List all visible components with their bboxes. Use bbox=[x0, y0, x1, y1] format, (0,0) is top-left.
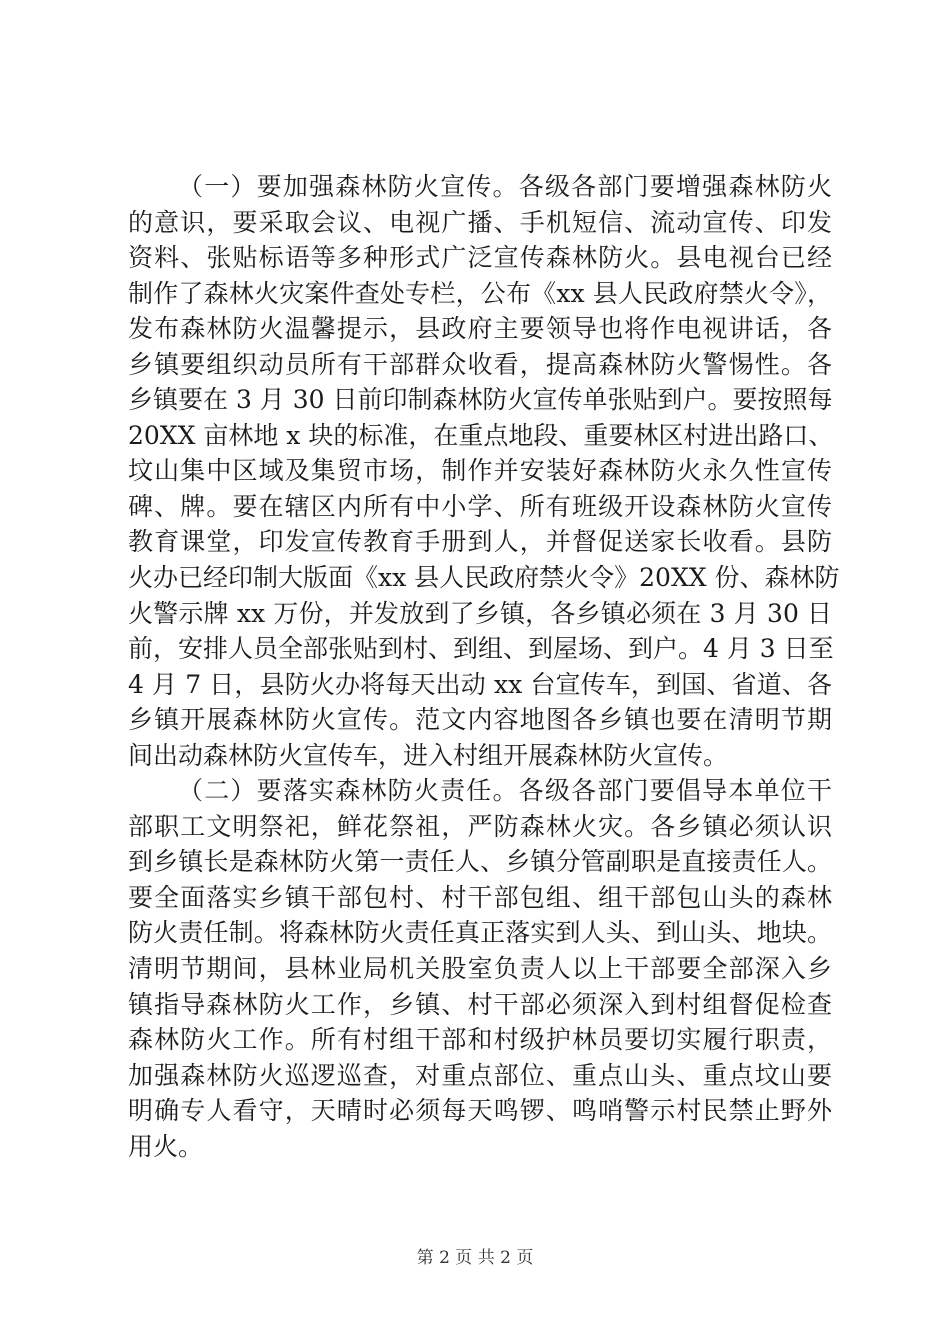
paragraph-line: 制作了森林火灾案件查处专栏，公布《xx 县人民政府禁火令》， bbox=[128, 278, 832, 308]
paragraph-line: 教育课堂，印发宣传教育手册到人，并督促送家长收看。县防 bbox=[128, 527, 832, 557]
paragraph-line: 间出动森林防火宣传车，进入村组开展森林防火宣传。 bbox=[128, 740, 729, 770]
paragraph-line: 要全面落实乡镇干部包村、村干部包组、组干部包山头的森林 bbox=[128, 882, 832, 912]
paragraph-line: （二）要落实森林防火责任。各级各部门要倡导本单位干 bbox=[178, 776, 832, 806]
paragraph-line: 防火责任制。将森林防火责任真正落实到人头、到山头、地块。 bbox=[128, 918, 832, 948]
paragraph-line: 前，安排人员全部张贴到村、到组、到屋场、到户。4 月 3 日至 bbox=[128, 634, 834, 664]
paragraph-line: （一）要加强森林防火宣传。各级各部门要增强森林防火 bbox=[178, 172, 832, 201]
paragraph-line: 到乡镇长是森林防火第一责任人、乡镇分管副职是直接责任人。 bbox=[128, 847, 832, 877]
paragraph-line: 用火。 bbox=[128, 1131, 204, 1161]
paragraph-line: 加强森林防火巡逻巡查，对重点部位、重点山头、重点坟山要 bbox=[128, 1060, 832, 1090]
paragraph-line: 的意识，要采取会议、电视广播、手机短信、流动宣传、印发 bbox=[128, 207, 832, 237]
paragraph-line: 森林防火工作。所有村组干部和村级护林员要切实履行职责， bbox=[128, 1025, 832, 1055]
paragraph-line: 清明节期间，县林业局机关股室负责人以上干部要全部深入乡 bbox=[128, 954, 832, 984]
page-footer: 第 2 页 共 2 页 bbox=[416, 1248, 534, 1268]
paragraph-line: 4 月 7 日，县防火办将每天出动 xx 台宣传车，到国、省道、各 bbox=[128, 669, 832, 699]
paragraph-line: 火办已经印制大版面《xx 县人民政府禁火令》20XX 份、森林防 bbox=[128, 563, 840, 593]
paragraph-line: 乡镇要组织动员所有干部群众收看，提高森林防火警惕性。各 bbox=[128, 349, 832, 379]
paragraph-1 bbox=[128, 169, 840, 773]
body-text bbox=[128, 169, 840, 1164]
paragraph-line: 20XX 亩林地 x 块的标准，在重点地段、重要林区村进出路口、 bbox=[128, 420, 834, 450]
paragraph-2 bbox=[128, 773, 832, 1164]
paragraph-line: 发布森林防火温馨提示，县政府主要领导也将作电视讲话，各 bbox=[128, 314, 832, 344]
paragraph-line: 镇指导森林防火工作，乡镇、村干部必须深入到村组督促检查 bbox=[128, 989, 832, 1019]
paragraph-line: 坟山集中区域及集贸市场，制作并安装好森林防火永久性宣传 bbox=[128, 456, 832, 486]
paragraph-line: 乡镇开展森林防火宣传。范文内容地图各乡镇也要在清明节期 bbox=[128, 705, 832, 735]
paragraph-line: 碑、牌。要在辖区内所有中小学、所有班级开设森林防火宣传 bbox=[128, 491, 832, 521]
paragraph-line: 明确专人看守，天晴时必须每天鸣锣、鸣哨警示村民禁止野外 bbox=[128, 1096, 832, 1126]
paragraph-line: 部职工文明祭祀，鲜花祭祖，严防森林火灾。各乡镇必须认识 bbox=[128, 811, 832, 841]
paragraph-line: 火警示牌 xx 万份，并发放到了乡镇，各乡镇必须在 3 月 30 日 bbox=[128, 598, 832, 628]
paragraph-line: 资料、张贴标语等多种形式广泛宣传森林防火。县电视台已经 bbox=[128, 243, 832, 273]
paragraph-line: 乡镇要在 3 月 30 日前印制森林防火宣传单张贴到户。要按照每 bbox=[128, 385, 833, 415]
